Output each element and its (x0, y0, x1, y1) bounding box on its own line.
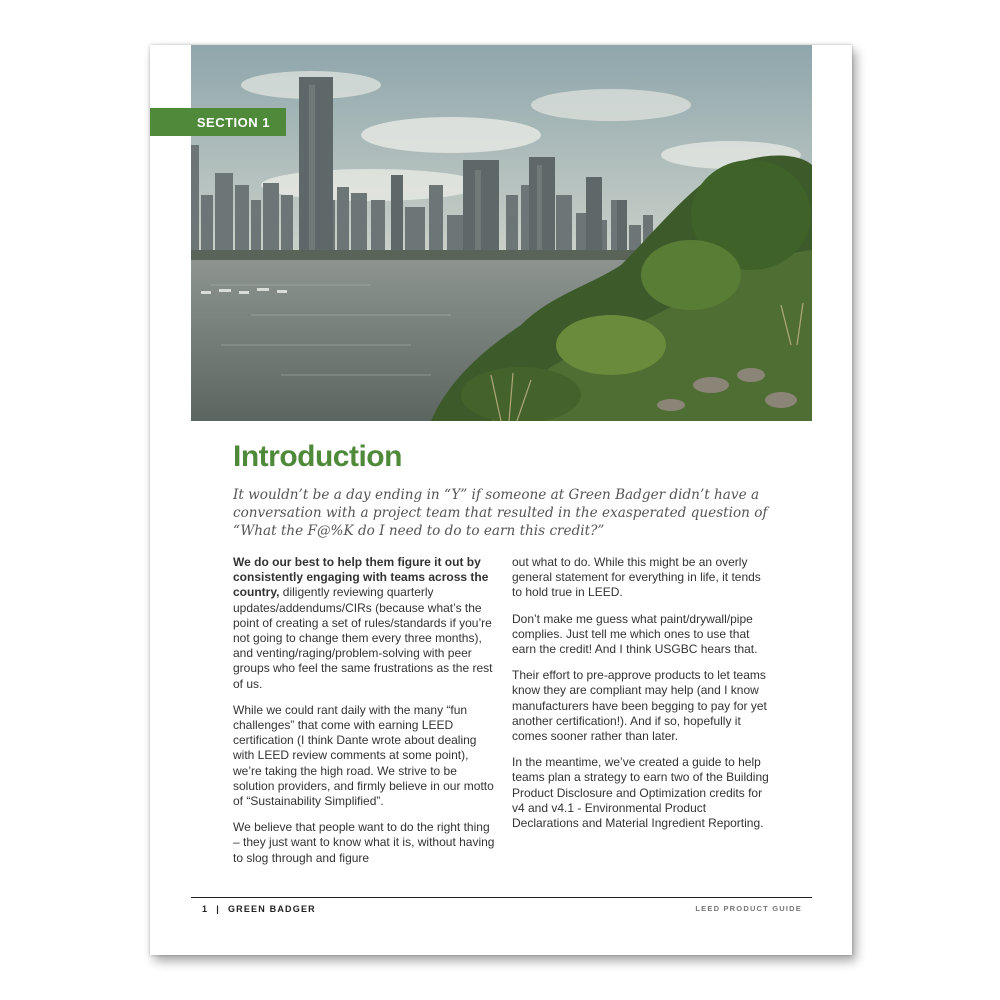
paragraph-text: diligently reviewing quarterly updates/addendums/CIRs (because what’s the point of creating a set of rules/standards if you’re not going to change them every three months), and venting/raging/problem-solving with peer groups who feel the same frustrations as the rest of us. (233, 585, 493, 691)
left-column (233, 555, 495, 877)
brand-name: GREEN BADGER (227, 904, 316, 914)
footer-brand (202, 904, 316, 914)
paragraph: In the meantime, we’ve created a guide to help teams plan a strategy to earn two of the Building Product Disclosure and Optimization credits for v4 and v4.1 - Environmental Product Declarations and Material Ingredient Reporting. (512, 755, 769, 831)
paragraph: Don’t make me guess what paint/drywall/pipe complies. Just tell me which ones to use that earn the credit! And I think USGBC hears that. (512, 611, 758, 657)
skyline-illustration (191, 45, 812, 421)
right-column (512, 555, 774, 842)
paragraph (233, 555, 495, 692)
paragraph: out what to do. While this might be an overly general statement for everything in life, it tends to hold true in LEED. (512, 555, 761, 600)
paragraph: We believe that people want to do the right thing – they just want to know what it is, without having to slog through and figure (233, 820, 495, 865)
city-river-photo (191, 45, 812, 421)
page-title: Introduction (233, 440, 402, 473)
footer-divider (191, 897, 812, 898)
paragraph: Their effort to pre-approve products to let teams know they are compliant may help (and I know manufacturers have been begging to pay for yet another certification!). And if so, hopefully it comes sooner rather than later. (512, 668, 767, 744)
footer-separator: | (216, 904, 220, 914)
paragraph: While we could rant daily with the many “fun challenges” that come with earning LEED certification (I think Dante wrote about dealing with LEED review comments at some point), we’re taking the high road. We strive to be solution providers, and firmly believe in our motto of “Sustainability Simplified”. (233, 702, 494, 809)
page-number: 1 (202, 904, 209, 914)
document-page (150, 45, 852, 955)
footer-doc-title: LEED PRODUCT GUIDE (695, 904, 802, 913)
lead-paragraph: It wouldn’t be a day ending in “Y” if someone at Green Badger didn’t have a conversation with a project team that resulted in the exasperated question of “What the F@%K do I need to do to earn this credit?” (233, 487, 768, 539)
section-label: SECTION 1 (150, 108, 286, 136)
bold-lead-in: We do our best to help them figure it out by consistently engaging with teams across the country, (233, 555, 489, 600)
